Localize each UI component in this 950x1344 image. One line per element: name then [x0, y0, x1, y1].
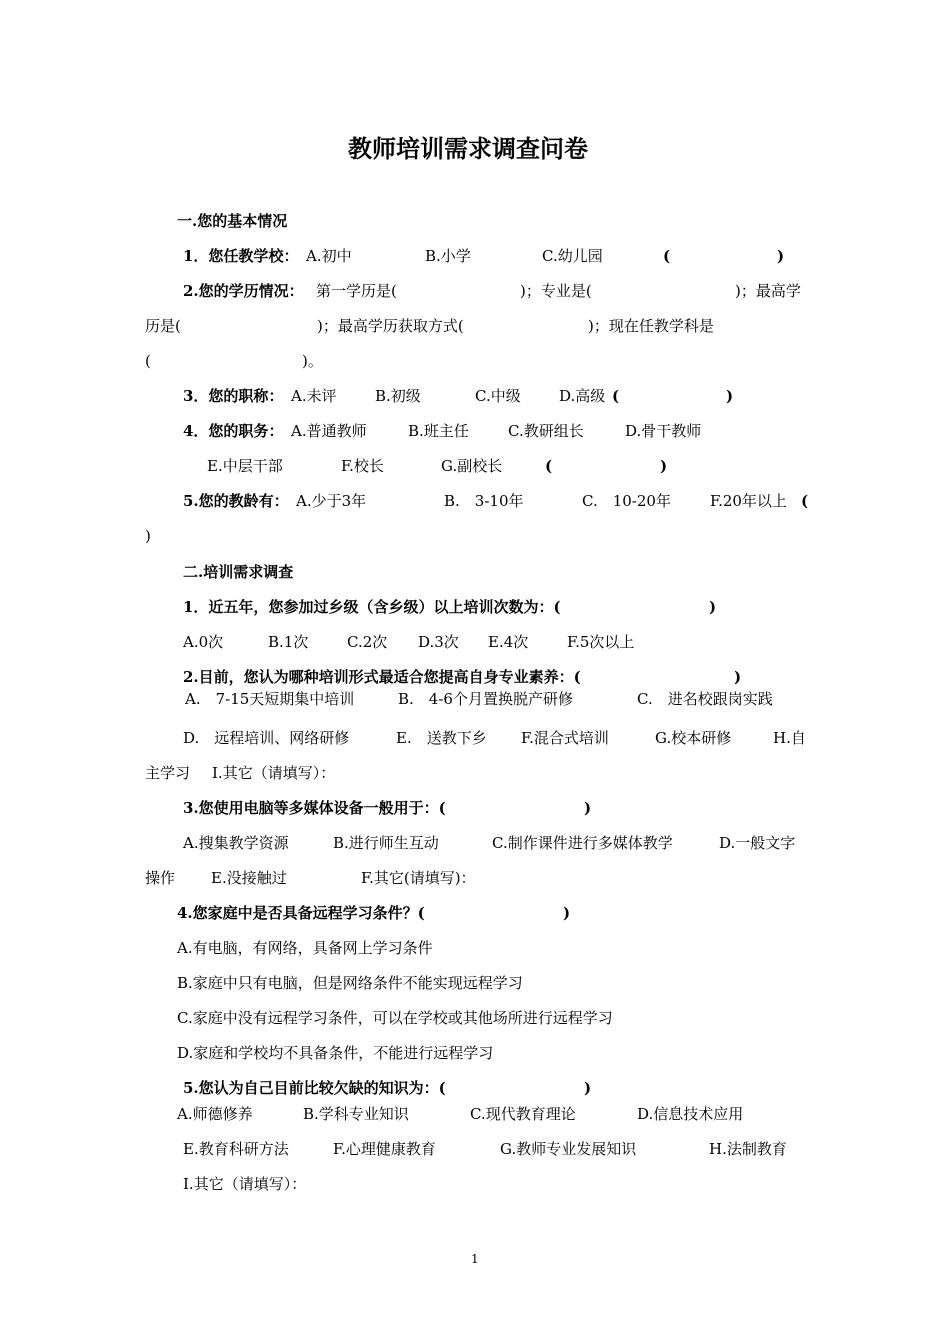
s1-q1-paren-open: ( — [663, 247, 671, 265]
s2-q5-label: 5.您认为自己目前比较欠缺的知识为：( — [183, 1079, 446, 1097]
s1-q4-option-f: F.校长 — [341, 457, 384, 475]
s1-q4-option-b: B.班主任 — [408, 422, 469, 440]
s2-q4-option-d: D.家庭和学校均不具备条件，不能进行远程学习 — [177, 1044, 494, 1062]
s1-q1-option-c: C.幼儿园 — [542, 247, 603, 265]
s2-q1-option-d: D.3次 — [418, 633, 459, 651]
s2-q2-paren-close: ) — [734, 668, 742, 686]
s2-q1-label: 1．近五年，您参加过乡级（含乡级）以上培训次数为：( — [183, 598, 561, 616]
s2-q3-option-a: A.搜集教学资源 — [183, 834, 289, 852]
s2-q2-option-c: C. 进名校跟岗实践 — [637, 690, 773, 708]
s1-q1-paren-close: ) — [777, 247, 785, 265]
s1-q5-option-f: F.20年以上 — [710, 492, 787, 510]
s2-q2-option-e: E. 送教下乡 — [396, 729, 487, 747]
s1-q2-line1-text: 第一学历是( — [316, 282, 397, 300]
section1-heading: 一.您的基本情况 — [177, 212, 288, 230]
s2-q5-option-f: F.心理健康教育 — [333, 1140, 436, 1158]
s1-q1-label: 1．您任教学校： — [183, 247, 299, 265]
s1-q4-option-d: D.骨干教师 — [625, 422, 702, 440]
page-number: 1 — [471, 1252, 479, 1266]
s1-q1-option-a: A.初中 — [306, 247, 352, 265]
s2-q5-paren-close: ) — [584, 1079, 592, 1097]
s1-q4-paren-close: ) — [660, 457, 668, 475]
s2-q5-option-e: E.教育科研方法 — [183, 1140, 289, 1158]
s1-q2-label: 2.您的学历情况： — [183, 282, 304, 300]
s1-q3-option-b: B.初级 — [375, 387, 421, 405]
s2-q1-option-a: A.0次 — [183, 633, 224, 651]
s1-q2-line3-open: ( — [145, 352, 151, 370]
s2-q2-option-a: A. 7-15天短期集中培训 — [185, 690, 355, 708]
s2-q3-option-d-start: D.一般文字 — [719, 834, 796, 852]
s2-q5-option-g: G.教师专业发展知识 — [500, 1140, 637, 1158]
s1-q5-option-a: A.少于3年 — [296, 492, 367, 510]
s1-q3-option-c: C.中级 — [475, 387, 521, 405]
s2-q1-paren-close: ) — [709, 598, 717, 616]
s2-q3-option-c: C.制作课件进行多媒体教学 — [492, 834, 673, 852]
s2-q4-option-a: A.有电脑，有网络，具备网上学习条件 — [177, 939, 433, 957]
s2-q2-option-i: I.其它（请填写）： — [212, 764, 336, 782]
s1-q4-option-g: G.副校长 — [441, 457, 503, 475]
s2-q2-option-h-start: H.自 — [773, 729, 806, 747]
s2-q2-option-b: B. 4-6个月置换脱产研修 — [398, 690, 573, 708]
s1-q5-option-c: C. 10-20年 — [582, 492, 671, 510]
s2-q5-option-c: C.现代教育理论 — [470, 1105, 576, 1123]
s2-q1-option-b: B.1次 — [268, 633, 309, 651]
s2-q3-paren-close: ) — [584, 799, 592, 817]
s2-q5-option-h: H.法制教育 — [709, 1140, 787, 1158]
s1-q4-paren-open: ( — [545, 457, 553, 475]
s2-q4-label: 4.您家庭中是否具备远程学习条件？( — [177, 904, 425, 922]
s2-q1-option-c: C.2次 — [347, 633, 388, 651]
s1-q2-line1-mid: )；专业是( — [520, 282, 592, 300]
s1-q3-paren-open: ( — [612, 387, 620, 405]
s1-q3-label: 3．您的职称： — [183, 387, 284, 405]
s2-q2-option-g: G.校本研修 — [655, 729, 732, 747]
s1-q5-paren-open: ( — [801, 492, 809, 510]
s1-q2-line2-end: )；现在任教学科是 — [588, 317, 714, 335]
s1-q2-line2-mid: )；最高学历获取方式( — [317, 317, 464, 335]
s2-q2-option-d: D. 远程培训、网络研修 — [183, 729, 350, 747]
s2-q4-option-c: C.家庭中没有远程学习条件，可以在学校或其他场所进行远程学习 — [177, 1009, 613, 1027]
s1-q4-option-c: C.教研组长 — [508, 422, 584, 440]
s1-q5-option-b: B. 3-10年 — [444, 492, 524, 510]
s2-q1-option-f: F.5次以上 — [567, 633, 635, 651]
s1-q1-option-b: B.小学 — [425, 247, 471, 265]
s2-q2-option-f: F.混合式培训 — [521, 729, 609, 747]
s2-q3-option-d-end: 操作 — [145, 869, 176, 887]
page-title: 教师培训需求调查问卷 — [348, 134, 588, 163]
s2-q5-option-d: D.信息技术应用 — [637, 1105, 744, 1123]
s2-q3-option-f: F.其它(请填写)： — [361, 869, 476, 887]
s2-q1-option-e: E.4次 — [488, 633, 529, 651]
section2-heading: 二.培训需求调查 — [183, 563, 294, 581]
s2-q5-option-i: I.其它（请填写）： — [183, 1175, 307, 1193]
s1-q4-option-a: A.普通教师 — [291, 422, 367, 440]
s2-q2-label: 2.目前，您认为哪种培训形式最适合您提高自身专业素养：( — [183, 668, 581, 686]
s2-q4-option-b: B.家庭中只有电脑，但是网络条件不能实现远程学习 — [177, 974, 523, 992]
s2-q3-option-e: E.没接触过 — [211, 869, 287, 887]
s1-q3-option-d: D.高级 — [559, 387, 606, 405]
s1-q2-line3-close: )。 — [302, 352, 323, 370]
s1-q5-label: 5.您的教龄有： — [183, 492, 289, 510]
s2-q2-option-h-end: 主学习 — [145, 764, 191, 782]
s1-q3-paren-close: ) — [726, 387, 734, 405]
s2-q3-option-b: B.进行师生互动 — [333, 834, 439, 852]
s1-q2-line1-end: )；最高学 — [735, 282, 801, 300]
s1-q4-label: 4．您的职务： — [183, 422, 284, 440]
s1-q3-option-a: A.未评 — [291, 387, 337, 405]
s1-q4-option-e: E.中层干部 — [207, 457, 283, 475]
s1-q5-paren-close: ) — [145, 527, 151, 545]
s2-q5-option-a: A.师德修养 — [177, 1105, 253, 1123]
s2-q4-paren-close: ) — [563, 904, 571, 922]
s1-q2-line2-start: 历是( — [145, 317, 181, 335]
s2-q5-option-b: B.学科专业知识 — [303, 1105, 409, 1123]
s2-q3-label: 3.您使用电脑等多媒体设备一般用于：( — [183, 799, 446, 817]
